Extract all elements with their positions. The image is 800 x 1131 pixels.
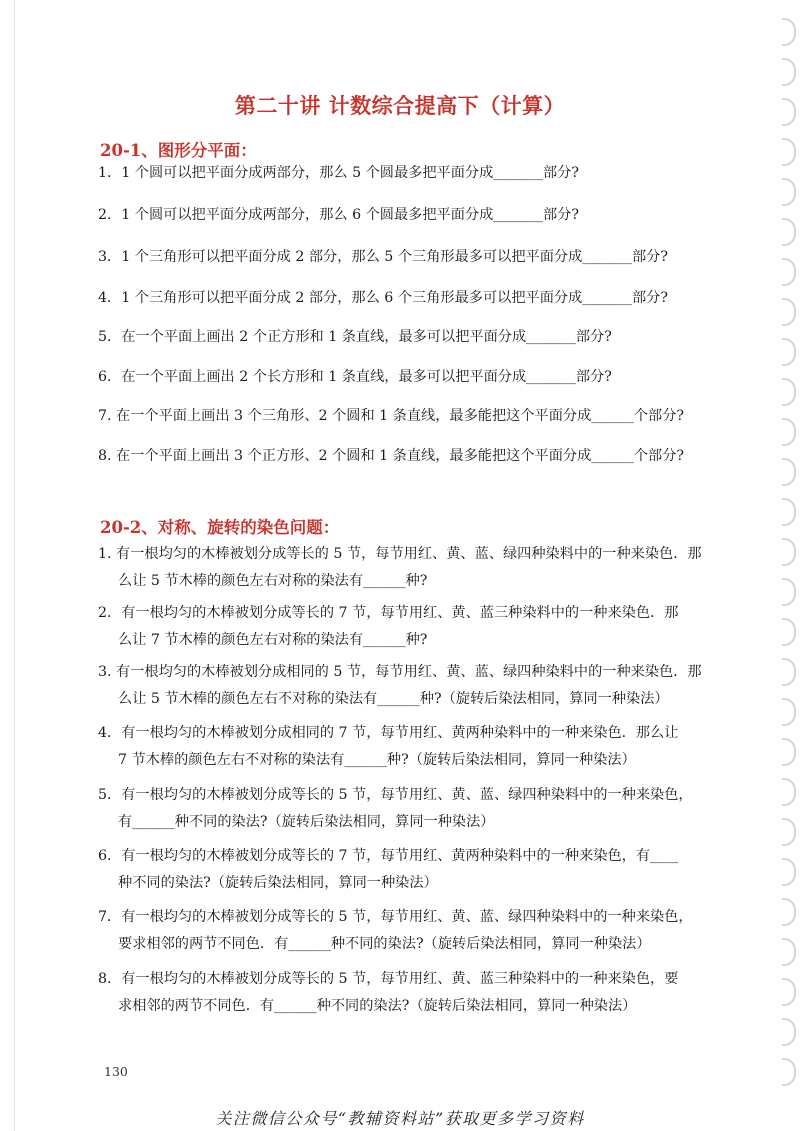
question-2-3-line1: 3. 有一根均匀的木棒被划分成相同的 5 节，每节用红、黄、蓝、绿四种染料中的一种来染色．那: [98, 664, 702, 680]
question-1-7: 7. 在一个平面上画出 3 个三角形、2 个圆和 1 条直线，最多能把这个平面分成______个部分?: [98, 408, 685, 424]
question-2-6-line1: 6．有一根均匀的木棒被划分成等长的 7 节，每节用红、黄两种染料中的一种来染色，有____: [98, 848, 679, 864]
question-1-8: 8. 在一个平面上画出 3 个正方形、2 个圆和 1 条直线，最多能把这个平面分成______个部分?: [98, 448, 685, 464]
question-2-5: [98, 782, 723, 836]
binder-ring: [782, 18, 796, 46]
question-1-2: 2．1 个圆可以把平面分成两部分，那么 6 个圆最多把平面分成_______部分?: [98, 207, 579, 223]
binder-ring: [782, 938, 796, 966]
binder-ring: [782, 818, 796, 846]
question-1-3: 3．1 个三角形可以把平面分成 2 部分，那么 5 个三角形最多可以把平面分成_______部分?: [98, 249, 668, 265]
binder-ring: [782, 218, 796, 246]
question-2-7-line2: 要求相邻的两节不同色．有______种不同的染法?（旋转后染法相同，算同一种染法）: [118, 936, 651, 952]
binder-ring: [782, 738, 796, 766]
binder-ring: [782, 618, 796, 646]
binder-rings: [778, 18, 800, 1098]
binder-ring: [782, 498, 796, 526]
binder-ring: [782, 858, 796, 886]
binder-ring: [782, 338, 796, 366]
question-2-5-line1: 5．有一根均匀的木棒被划分成等长的 5 节，每节用红、黄、蓝、绿四种染料中的一种来染色，: [98, 787, 693, 803]
binder-ring: [782, 258, 796, 286]
binder-ring: [782, 58, 796, 86]
binder-ring: [782, 138, 796, 166]
binder-ring: [782, 378, 796, 406]
binder-ring: [782, 778, 796, 806]
binder-ring: [782, 418, 796, 446]
binder-ring: [782, 1018, 796, 1046]
question-2-3: [98, 659, 723, 713]
question-2-3-line2: 么让 5 节木棒的颜色左右不对称的染法有______种?（旋转后染法相同，算同一种染法）: [118, 691, 669, 707]
binder-ring: [782, 298, 796, 326]
question-2-2: [98, 600, 723, 654]
question-2-8: [98, 966, 723, 1020]
binder-ring: [782, 458, 796, 486]
question-1-6: 6．在一个平面上画出 2 个长方形和 1 条直线，最多可以把平面分成_______部分?: [98, 369, 612, 385]
binder-ring: [782, 898, 796, 926]
question-2-5-line2: 有______种不同的染法?（旋转后染法相同，算同一种染法）: [118, 814, 495, 830]
question-2-7-line1: 7．有一根均匀的木棒被划分成等长的 5 节，每节用红、黄、蓝、绿四种染料中的一种来染色，: [98, 909, 693, 925]
page-title: 第二十讲 计数综合提高下（计算）: [234, 93, 566, 118]
question-2-1-line2: 么让 5 节木棒的颜色左右对称的染法有______种?: [118, 573, 428, 589]
question-1-4: 4．1 个三角形可以把平面分成 2 部分，那么 6 个三角形最多可以把平面分成_______部分?: [98, 290, 668, 306]
section-heading-20-2: 20-2、对称、旋转的染色问题：: [100, 518, 340, 537]
question-2-1: [98, 541, 723, 595]
question-2-8-line2: 求相邻的两节不同色．有______种不同的染法?（旋转后染法相同，算同一种染法）: [118, 998, 637, 1014]
question-2-6-line2: 种不同的染法?（旋转后染法相同，算同一种染法）: [118, 875, 438, 891]
question-2-2-line2: 么让 7 节木棒的颜色左右对称的染法有______种?: [118, 632, 428, 648]
page-edge: [14, 0, 15, 1131]
binder-ring: [782, 1058, 796, 1086]
section-heading-20-1: 20-1、图形分平面：: [100, 141, 257, 160]
question-2-6: [98, 843, 723, 897]
question-2-2-line1: 2．有一根均匀的木棒被划分成等长的 7 节，每节用红、黄、蓝三种染料中的一种来染色．那: [98, 605, 679, 621]
question-2-1-line1: 1. 有一根均匀的木棒被划分成等长的 5 节，每节用红、黄、蓝、绿四种染料中的一种来染色．那: [98, 546, 702, 562]
question-1-1: 1．1 个圆可以把平面分成两部分，那么 5 个圆最多把平面分成_______部分?: [98, 165, 579, 181]
binder-ring: [782, 978, 796, 1006]
question-2-4-line1: 4．有一根均匀的木棒被划分成相同的 7 节，每节用红、黄两种染料中的一种来染色．那么让: [98, 725, 679, 741]
binder-ring: [782, 698, 796, 726]
question-2-8-line1: 8．有一根均匀的木棒被划分成等长的 5 节，每节用红、黄、蓝三种染料中的一种来染色，要: [98, 971, 679, 987]
question-2-4-line2: 7 节木棒的颜色左右不对称的染法有______种?（旋转后染法相同，算同一种染法）: [118, 752, 636, 768]
footer-note: 关注微信公众号“教辅资料站”获取更多学习资料: [215, 1109, 585, 1128]
question-1-5: 5．在一个平面上画出 2 个正方形和 1 条直线，最多可以把平面分成_______部分?: [98, 329, 612, 345]
binder-ring: [782, 658, 796, 686]
page-number: 130: [104, 1064, 128, 1079]
binder-ring: [782, 178, 796, 206]
binder-ring: [782, 578, 796, 606]
question-2-4: [98, 720, 723, 774]
question-2-7: [98, 904, 723, 958]
binder-ring: [782, 538, 796, 566]
